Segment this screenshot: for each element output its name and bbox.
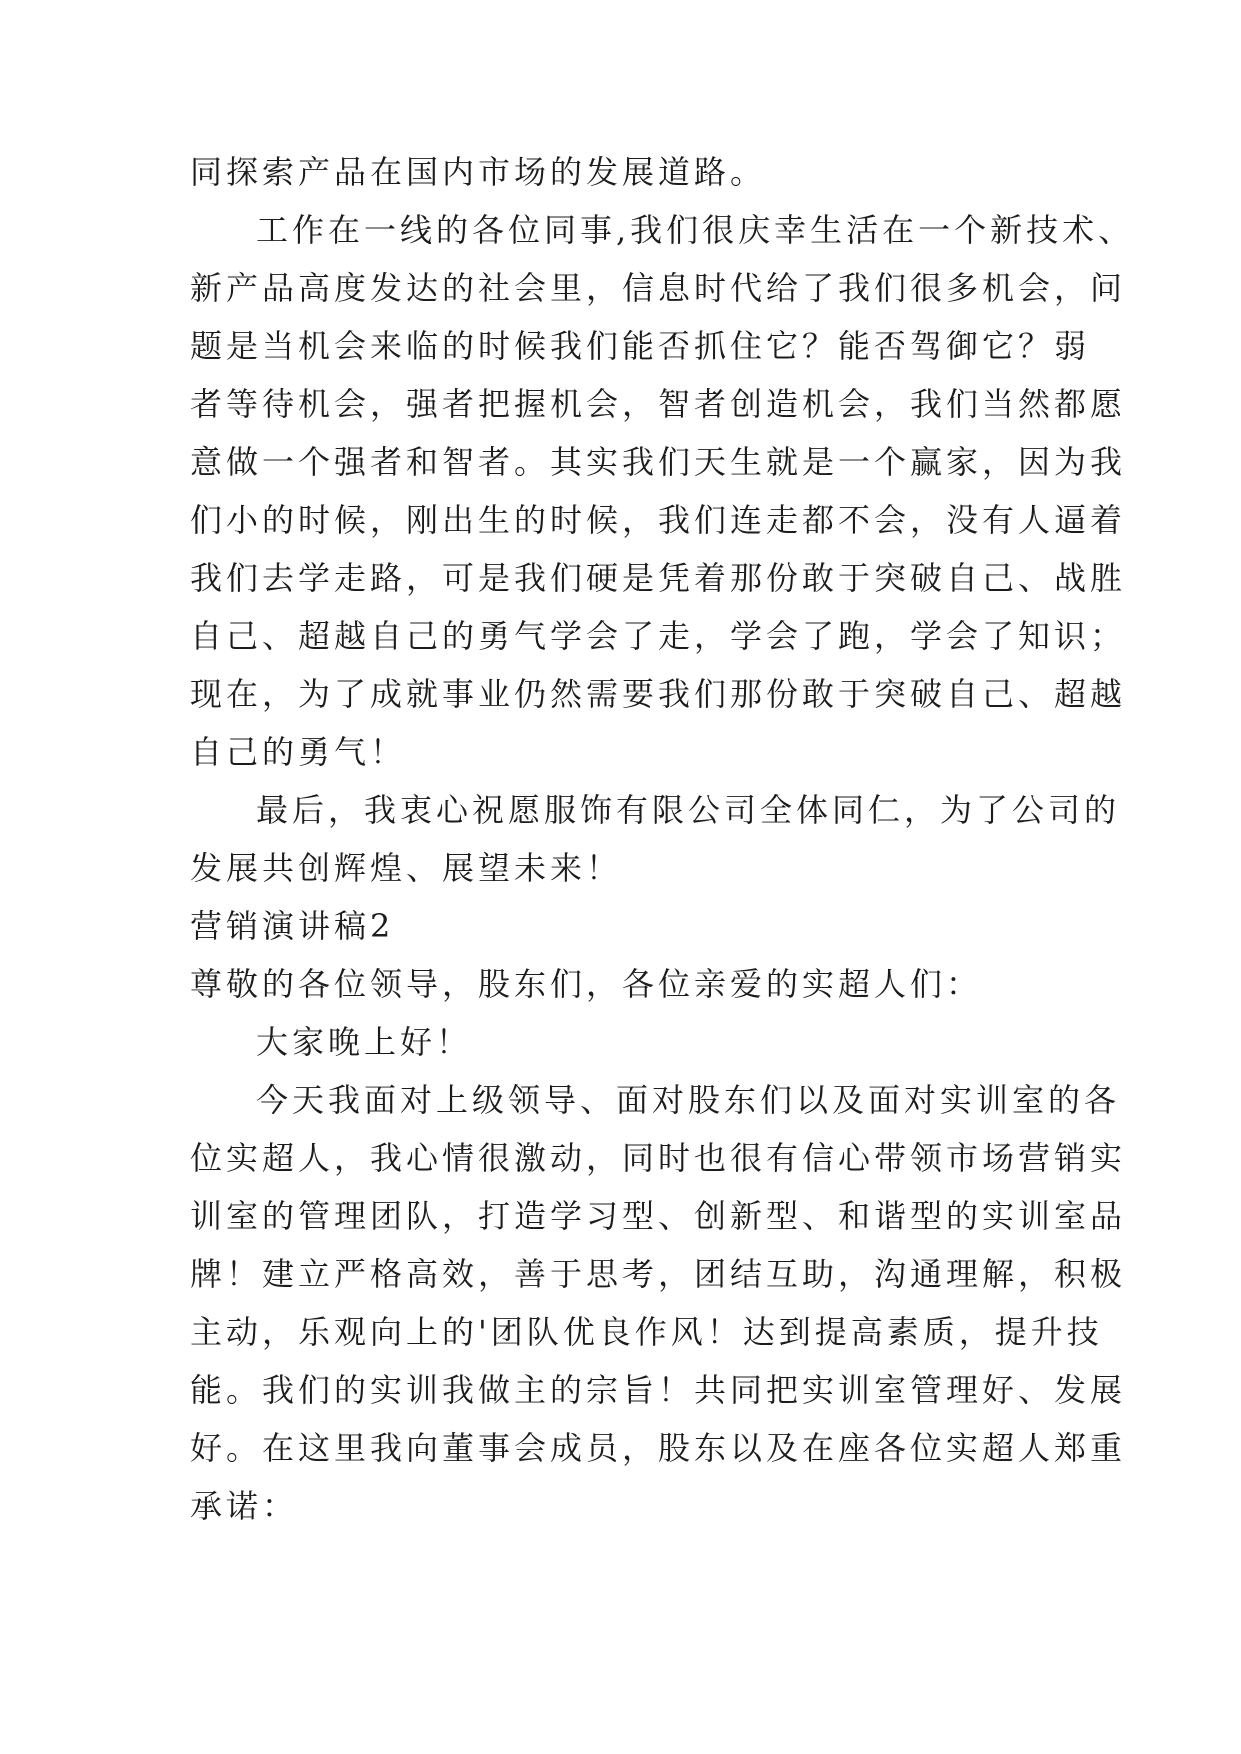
text-line: 自己的勇气！ (190, 733, 407, 771)
section-title: 营销演讲稿2 (190, 907, 395, 945)
text-line: 自己、超越自己的勇气学会了走，学会了跑，学会了知识； (190, 617, 1127, 655)
greeting: 大家晚上好！ (256, 1023, 473, 1061)
text-line: 同探索产品在国内市场的发展道路。 (190, 153, 767, 191)
text-line: 题是当机会来临的时候我们能否抓住它？能否驾御它？弱 (190, 327, 1091, 365)
paragraph-start: 工作在一线的各位同事,我们很庆幸生活在一个新技术、 (256, 211, 1135, 249)
text-line: 位实超人，我心情很激动，同时也很有信心带领市场营销实 (190, 1139, 1127, 1177)
text-line: 新产品高度发达的社会里，信息时代给了我们很多机会，问 (190, 269, 1127, 307)
text-line: 意做一个强者和智者。其实我们天生就是一个赢家，因为我 (190, 443, 1127, 481)
text-line: 能。我们的实训我做主的宗旨！共同把实训室管理好、发展 (190, 1371, 1127, 1409)
text-line: 主动，乐观向上的'团队优良作风！达到提高素质，提升技 (190, 1313, 1103, 1351)
text-line: 者等待机会，强者把握机会，智者创造机会，我们当然都愿 (190, 385, 1127, 423)
text-line: 们小的时候，刚出生的时候，我们连走都不会，没有人逼着 (190, 501, 1127, 539)
paragraph-start: 最后，我衷心祝愿服饰有限公司全体同仁，为了公司的 (256, 791, 1121, 829)
salutation: 尊敬的各位领导，股东们，各位亲爱的实超人们： (190, 965, 983, 1003)
text-line: 牌！建立严格高效，善于思考，团结互助，沟通理解，积极 (190, 1255, 1127, 1293)
text-line: 现在，为了成就事业仍然需要我们那份敢于突破自己、超越 (190, 675, 1127, 713)
text-line: 训室的管理团队，打造学习型、创新型、和谐型的实训室品 (190, 1197, 1127, 1235)
text-line: 发展共创辉煌、展望未来！ (190, 849, 623, 887)
text-line: 承诺： (190, 1487, 299, 1525)
text-line: 好。在这里我向董事会成员，股东以及在座各位实超人郑重 (190, 1429, 1127, 1467)
paragraph-start: 今天我面对上级领导、面对股东们以及面对实训室的各 (256, 1081, 1121, 1119)
text-line: 我们去学走路，可是我们硬是凭着那份敢于突破自己、战胜 (190, 559, 1127, 597)
